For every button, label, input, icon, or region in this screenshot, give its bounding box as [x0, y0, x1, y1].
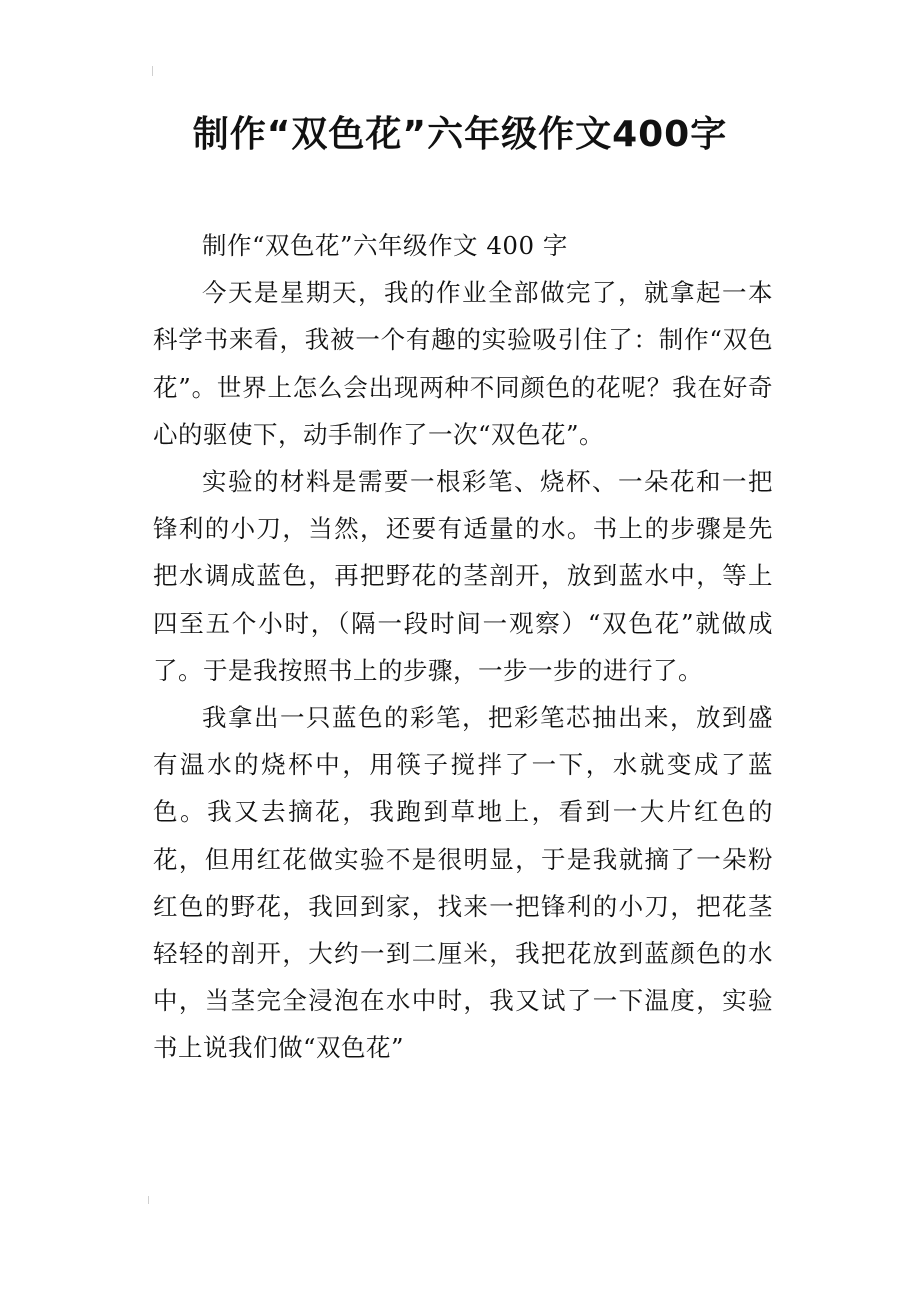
paragraph-2: 实验的材料是需要一根彩笔、烧杯、一朵花和一把锋利的小刀，当然，还要有适量的水。书上的步骤是先把水调成蓝色，再把野花的茎剖开，放到蓝水中，等上四至五个小时，（隔一段时间一观察）“双色花”就做成了。于是我按照书上的步骤，一步一步的进行了。: [153, 467, 773, 685]
page-corner-mark: [152, 66, 159, 76]
paragraph-1: 今天是星期天，我的作业全部做完了，就拿起一本科学书来看，我被一个有趣的实验吸引住了：制作“双色花”。世界上怎么会出现两种不同颜色的花呢？我在好奇心的驱使下，动手制作了一次“双色花”。: [153, 278, 773, 449]
page-corner-mark-bottom: [148, 1196, 155, 1204]
paragraph-subtitle: 制作“双色花”六年级作文 400 字: [202, 231, 568, 260]
document-body: [153, 222, 773, 1072]
paragraph-3: 我拿出一只蓝色的彩笔，把彩笔芯抽出来，放到盛有温水的烧杯中，用筷子搅拌了一下，水就变成了蓝色。我又去摘花，我跑到草地上，看到一大片红色的花，但用红花做实验不是很明显，于是我就摘了一朵粉红色的野花，我回到家，找来一把锋利的小刀，把花茎轻轻的剖开，大约一到二厘米，我把花放到蓝颜色的水中，当茎完全浸泡在水中时，我又试了一下温度，实验书上说我们做“双色花”: [153, 703, 773, 1063]
document-title: 制作“双色花”六年级作文400字: [192, 114, 728, 155]
